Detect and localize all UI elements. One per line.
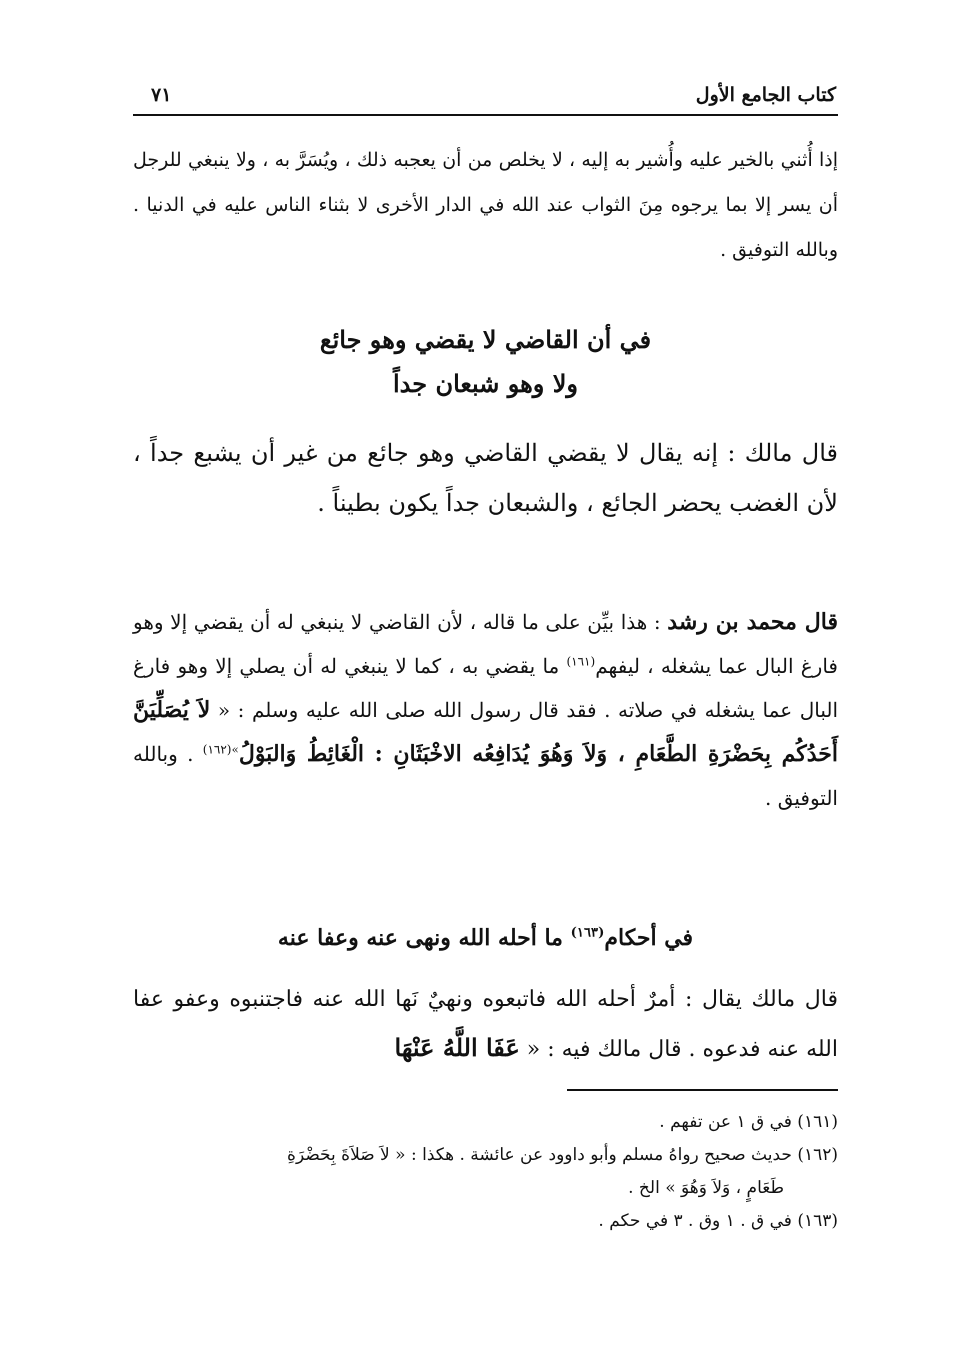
heading-line-1: في أن القاضي لا يقضي وهو جائع — [319, 325, 652, 354]
rulings-text: قال مالك يقال : أمرٌ أحله الله فاتبعوه ونهيٌ نَها الله عنه فاجتنبوه وعفو عفا الله عنه فدعوه . قال مالك فيه : « — [133, 987, 838, 1062]
heading-post: ما أحله الله ونهى عنه وعفا عنه — [277, 925, 571, 951]
rulings-quote: عَفَا اللَّهُ عَنْهَا — [394, 1033, 520, 1062]
ibn-rushd-text-2: ما يقضي به ، كما لا ينبغي له أن يصلي إلا وهو فارغ البال عما يشغله في صلاته . فقد قال رسول الله صلى الله عليه وسلم : « — [133, 654, 838, 722]
ibn-rushd-paragraph — [133, 600, 838, 820]
ibn-rushd-text-1: : هذا بيِّن على ما قاله ، لأن القاضي لا ينبغي له أن يقضي إلا وهو فارغ البال عما يشغله ، ليفهم — [133, 610, 838, 678]
opening-paragraph: إذا أُثني بالخير عليه وأُشير به إليه ، لا يخلص من أن يعجبه ذلك ، ويُسَرَّ به ، ولا ينبغي للرجل أن يسر إلا بما يرجوه مِنَ الثواب عند الله في الدار الأخرى لا بثناء الناس عليه في الدنيا . وبالله التوفيق . — [133, 149, 838, 261]
footnote-ref-162[interactable]: »(١٦٢) — [202, 742, 239, 757]
footnote-163: (١٦٣) في ق . ١ وق . ٣ في حكم . — [598, 1211, 838, 1231]
page-number: ٧١ — [151, 84, 172, 106]
footnote-162-continuation: طَعَامٍ ، وَلاَ وَهُوَ » الخ . — [628, 1178, 784, 1198]
footnote-162 — [133, 1139, 838, 1205]
book-title: كتاب الجامع الأول — [695, 84, 836, 106]
footnote-162-text: (١٦٢) حديث صحيح رواهُ مسلم وأبو داوود عن عائشة . هكذا : « لاَ صَلاَةَ بِحَضْرَةِ — [287, 1145, 838, 1165]
footnote-ref-161[interactable]: (١٦١) — [566, 654, 596, 669]
rulings-paragraph — [133, 976, 838, 1074]
heading-line-2: ولا وهو شبعان جداً — [393, 369, 578, 398]
section-heading-rulings — [133, 918, 838, 958]
footnote-ref-163[interactable]: (١٦٣) — [570, 925, 605, 941]
header-rule — [133, 114, 838, 116]
hadith-quote: لاَ يُصَلِّيَنَّ أَحَدُكُم بِحَضْرَةِ الطَّعَامِ ، وَلاَ وَهُوَ يُدَافِعُه الاخْبَثَانِ : الْغَائِطُ وَالبَوْلُ — [133, 697, 838, 767]
footnote-rule — [567, 1089, 838, 1091]
heading-pre: في أحكام — [604, 925, 694, 951]
section-heading-judge-hungry — [133, 318, 838, 406]
ibn-rushd-end: . وبالله التوفيق . — [133, 742, 838, 810]
malik-paragraph: قال مالك : إنه يقال لا يقضي القاضي وهو جائع من غير أن يشبع جداً ، لأن الغضب يحضر الجائع ، والشبعان جداً يكون بطيناً . — [133, 439, 838, 517]
footnotes — [133, 1106, 838, 1238]
ibn-rushd-lead: قال محمد بن رشد — [667, 609, 838, 635]
footnote-161: (١٦١) في ق ١ عن تفهم . — [659, 1112, 838, 1132]
